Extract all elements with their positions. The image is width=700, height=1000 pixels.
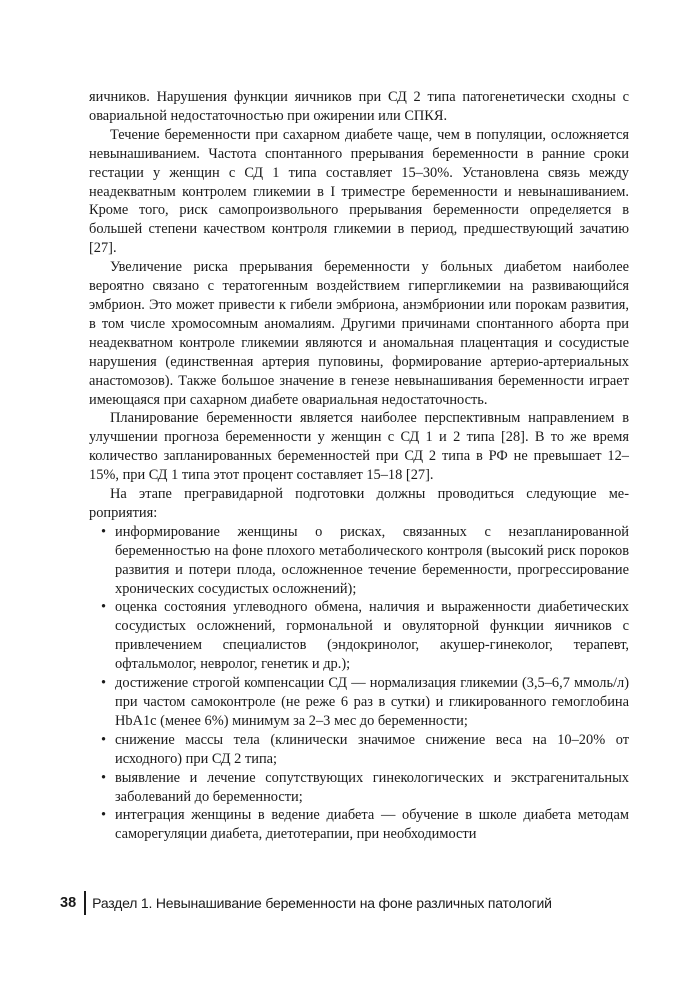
- list-item: [101, 731, 629, 769]
- page-footer: [60, 891, 552, 915]
- list-item-text: выявление и лечение сопутствующих гинекологических и экстрагенитальных заболеваний до беременности;: [115, 769, 629, 805]
- list-item: [101, 674, 629, 731]
- bullet-icon: •: [101, 769, 107, 786]
- list-item: [101, 806, 629, 844]
- list-item-text: интеграция женщины в ведение диабета — обучение в школе диабета методам саморегуляции диабета, диетотерапии, при необходимости: [115, 807, 629, 843]
- paragraph: Течение беременности при сахарном диабете чаще, чем в популяции, осложняется невынашиванием. Частота спонтанного прерывания беременности в ранние сроки гестации у женщин с СД 1 типа составляет 15–30%. Установлена связь между неадекватным контролем гликемии в I триместре беременности и невынашиванием. Кроме того, риск самопроизвольного прерывания беременности определяется в большей степени качеством контроля гликемии в период, предшествующий зачатию [27].: [89, 126, 629, 257]
- page-number: 38: [60, 895, 77, 911]
- list-item-text: оценка состояния углеводного обмена, наличия и выраженности диабетических сосудистых осложнений, гормональной и овуляторной функции яичников с привлечением специалистов (эндокринолог, акушер-гинеколог, терапевт, офтальмолог, невролог, генетик и др.);: [115, 599, 629, 673]
- list-item: [101, 523, 629, 599]
- list-item-text: информирование женщины о рисках, связанных с незапланированной беременностью на фоне плохого метаболического контроля (высокий риск пороков развития и потери плода, осложненное течение беременности, прогрессирование хронических сосудистых осложнений);: [115, 523, 629, 597]
- list-item-text: достижение строгой компенсации СД — нормализация гликемии (3,5–6,7 ммоль/л) при частом самоконтроле (не реже 6 раз в сутки) и гликированного гемоглобина HbA1c (менее 6%) минимум за 2–3 мес до беременности;: [115, 675, 629, 729]
- paragraph: Увеличение риска прерывания беременности у больных диабетом наиболее вероятно связано с тератогенным воздействием гипергликемии на развивающийся эмбрион. Это может привести к гибели эмбриона, анэмбрионии или порокам развития, в том числе хромосомным аномалиям. Другими причинами спонтанного аборта при неадекватном контроле гликемии являются и аномальная плацентация и сосудистые нарушения (единственная артерия пуповины, формирование артерио-артериальных анастомозов). Также большое значение в генезе невынашивания беременности играет имеющаяся при сахарном диабете овариальная недостаточность.: [89, 259, 629, 408]
- bullet-icon: •: [101, 675, 107, 692]
- paragraph: яичников. Нарушения функции яичников при СД 2 типа патогенетически сходны с овариальной недостаточностью при ожирении или СПКЯ.: [89, 89, 629, 124]
- list-item-text: снижение массы тела (клинически значимое снижение веса на 10–20% от исходного) при СД 2 типа;: [115, 731, 629, 767]
- list-item: [101, 769, 629, 807]
- paragraph: Планирование беременности является наиболее перспективным направлением в улучшении прогноза беременности у женщин с СД 1 и 2 типа [28]. В то же время количество запланированных беременностей при СД 2 типа в РФ не превышает 12–15%, при СД 1 типа этот процент составляет 15–18 [27].: [89, 410, 629, 484]
- page-body: [89, 88, 629, 844]
- bullet-icon: •: [101, 523, 107, 540]
- footer-divider: [84, 891, 86, 915]
- measures-list: [89, 523, 629, 844]
- paragraph: На этапе прегравидарной подготовки должны проводиться следующие мероприятия:: [89, 486, 629, 521]
- bullet-icon: •: [101, 731, 107, 748]
- bullet-icon: •: [101, 599, 107, 616]
- bullet-icon: •: [101, 807, 107, 824]
- section-title: Раздел 1. Невынашивание беременности на фоне различных патологий: [92, 895, 552, 911]
- list-item: [101, 598, 629, 674]
